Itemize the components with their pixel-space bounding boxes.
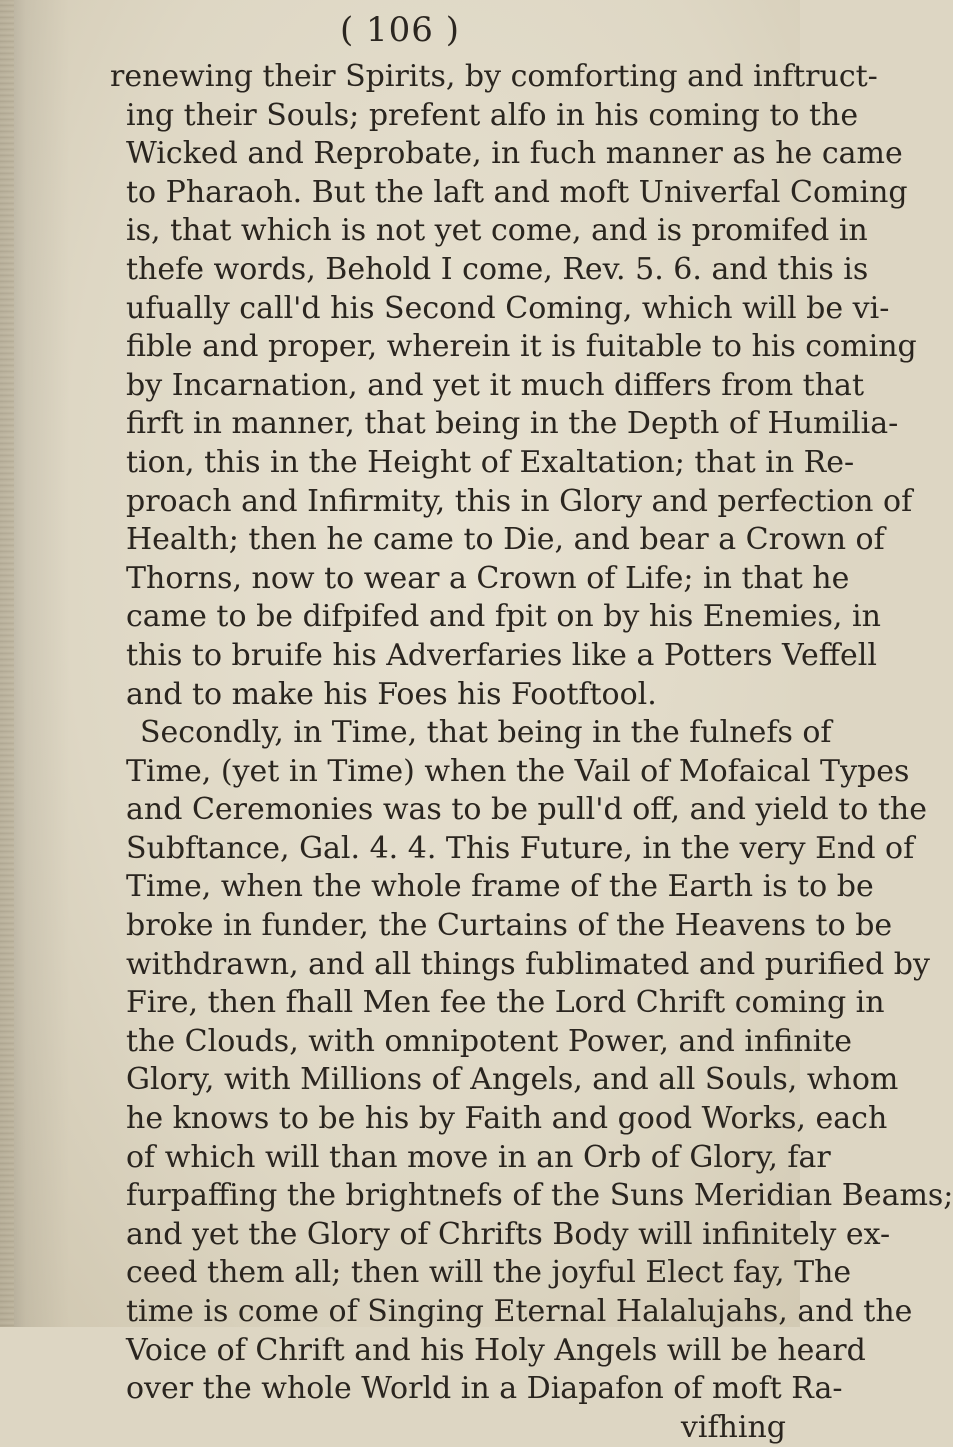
text-line: Secondly, in Time, that being in the fulnefs of	[140, 715, 832, 751]
text-line: tion, this in the Height of Exaltation; that in Re-	[126, 444, 855, 480]
text-line: of which will than move in an Orb of Glory, far	[126, 1139, 831, 1175]
text-line: Wicked and Reprobate, in fuch manner as he came	[126, 136, 903, 172]
text-line: furpaffing the brightnefs of the Suns Meridian Beams;	[126, 1178, 953, 1214]
text-line: thefe words, Behold I come, Rev. 5. 6. and this is	[126, 251, 869, 287]
page-gutter	[0, 0, 14, 1327]
text-line: Time, (yet in Time) when the Vail of Mofaical Types	[126, 753, 910, 789]
text-line: fible and proper, wherein it is fuitable to his coming	[126, 329, 917, 365]
text-line: he knows to be his by Faith and good Works, each	[126, 1101, 888, 1137]
text-line: is, that which is not yet come, and is promifed in	[126, 213, 868, 249]
text-line: Glory, with Millions of Angels, and all Souls, whom	[126, 1062, 899, 1098]
text-line: Voice of Chrift and his Holy Angels will be heard	[126, 1332, 866, 1368]
text-line: Health; then he came to Die, and bear a Crown of	[126, 522, 885, 558]
text-block	[96, 58, 953, 1447]
page-number: ( 106 )	[339, 10, 461, 50]
text-line: renewing their Spirits, by comforting and inftruct-	[110, 59, 878, 94]
text-line: came to be difpifed and fpit on by his Enemies, in	[126, 599, 881, 635]
text-line: by Incarnation, and yet it much differs from that	[126, 367, 865, 403]
text-line: ceed them all; then will the joyful Elect fay, The	[126, 1255, 852, 1291]
text-line: Thorns, now to wear a Crown of Life; in that he	[126, 560, 850, 596]
text-line: proach and Infirmity, this in Glory and perfection of	[126, 483, 913, 519]
text-line: ufually call'd his Second Coming, which will be vi-	[126, 290, 890, 326]
text-line: withdrawn, and all things fublimated and purified by	[126, 946, 930, 982]
text-line: and Ceremonies was to be pull'd off, and yield to the	[126, 792, 927, 828]
text-line: time is come of Singing Eternal Halalujahs, and the	[126, 1294, 913, 1329]
text-line: and to make his Foes his Footftool.	[126, 676, 657, 712]
text-line: over the whole World in a Diapafon of moft Ra-	[126, 1371, 843, 1407]
text-line: ing their Souls; prefent alfo in his coming to the	[126, 97, 859, 133]
text-line: Subftance, Gal. 4. 4. This Future, in the very End of	[126, 830, 915, 866]
text-line: and yet the Glory of Chrifts Body will infinitely ex-	[126, 1216, 891, 1252]
text-line: Time, when the whole frame of the Earth is to be	[126, 869, 874, 905]
text-line: to Pharaoh. But the laft and moft Univerfal Coming	[126, 174, 908, 210]
catchword: vifhing	[680, 1409, 786, 1445]
text-line: the Clouds, with omnipotent Power, and infinite	[126, 1023, 853, 1059]
text-line: broke in funder, the Curtains of the Heavens to be	[126, 908, 893, 944]
text-line: firft in manner, that being in the Depth of Humilia-	[126, 406, 899, 442]
text-line: Fire, then fhall Men fee the Lord Chrift coming in	[126, 985, 885, 1021]
text-line: this to bruife his Adverfaries like a Potters Veffell	[126, 637, 877, 673]
